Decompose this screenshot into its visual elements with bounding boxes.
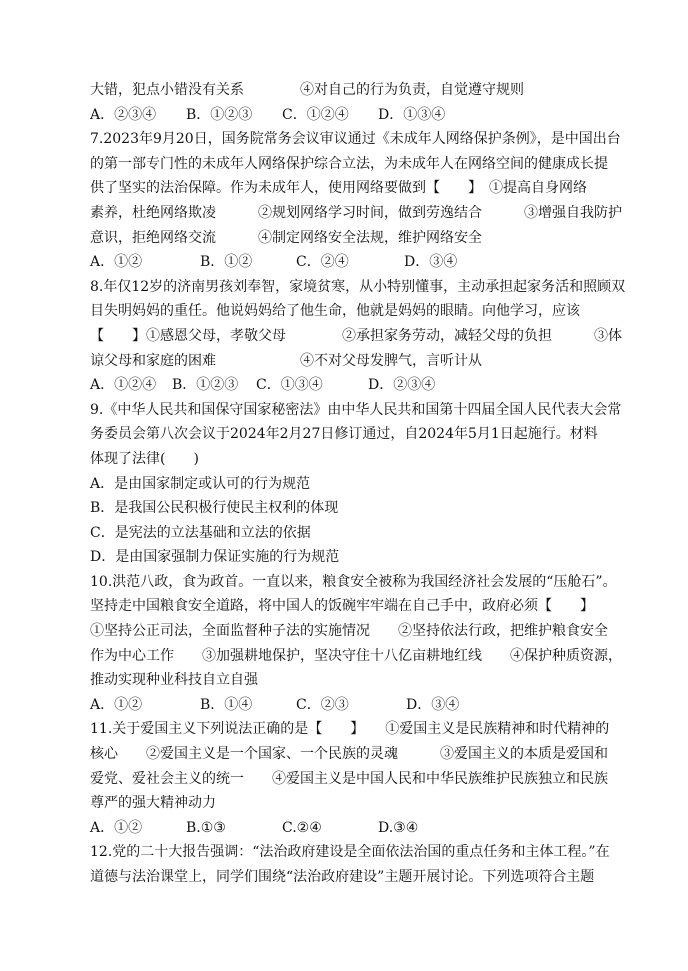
q7-option-d: D．③④ — [404, 254, 458, 271]
q10-option-d: D．③④ — [406, 696, 460, 713]
q10-option-b: B．①④ — [200, 696, 253, 713]
q12-line-1: 12.党的二十大报告强调：“法治政府建设是全面依法治国的重点任务和主体工程。”在 — [90, 844, 610, 861]
q8-line-2: 目失明妈妈的重任。他说妈妈给了他生命，他就是妈妈的眼睛。向他学习，应该 — [90, 303, 580, 320]
q11-options — [90, 816, 630, 841]
q11-line-1: 11.关于爱国主义下列说法正确的是【 】 ①爱国主义是民族精神和时代精神的 — [90, 721, 610, 738]
q6-options — [90, 103, 630, 128]
q10-option-c: C．②③ — [296, 696, 349, 713]
q9-line-2: 务委员会第八次会议于2024年2月27日修订通过，自2024年5月1日起施行。材料 — [90, 426, 598, 443]
q8-option-c: C．①③④ — [256, 377, 323, 394]
q9-choice-c: C．是宪法的立法基础和立法的依据 — [90, 524, 311, 541]
q7-line-5: 意识，拒绝网络交流 ④制定网络安全法规，维护网络安全 — [90, 229, 482, 246]
q8-options — [90, 373, 630, 398]
q11-line-2: 核心 ②爱国主义是一个国家、一个民族的灵魂 ③爱国主义的本质是爱国和 — [90, 746, 608, 763]
q11-option-d: D.③④ — [378, 819, 419, 836]
q10-line-2: 坚持走中国粮食安全道路，将中国人的饭碗牢牢端在自己手中，政府必须【 】 — [90, 598, 594, 615]
q11-option-c: C.②④ — [282, 819, 322, 836]
q7-line-1: 7.2023年9月20日，国务院常务会议审议通过《未成年人网络保护条例》，是中国出台 — [90, 131, 621, 148]
q9-choice-d: D．是由国家强制力保证实施的行为规范 — [90, 549, 340, 566]
q7-option-b: B．①② — [200, 254, 253, 271]
q6-option-a: A．②③④ — [90, 106, 157, 123]
q9-line-1: 9.《中华人民共和国保守国家秘密法》由中华人民共和国第十四届全国人民代表大会常 — [90, 401, 622, 418]
q10-line-3: ①坚持公正司法，全面监督种子法的实施情况 ②坚持依法行政，把维护粮食安全 — [90, 623, 608, 640]
q11-option-b: B.①③ — [186, 819, 226, 836]
q7-options — [90, 250, 630, 275]
q7-line-4: 素养，杜绝网络欺凌 ②规划网络学习时间，做到劳逸结合 ③增强自我防护 — [90, 204, 622, 221]
q10-line-1: 10.洪范八政，食为政首。一直以来，粮食安全被称为我国经济社会发展的“压舱石”。 — [90, 573, 617, 590]
q8-line-3: 【 】①感恩父母，孝敬父母 ②承担家务劳动，减轻父母的负担 ③体 — [90, 327, 622, 344]
q10-options — [90, 693, 630, 718]
q6-option-b: B．①②③ — [186, 106, 253, 123]
q9-choice-a: A．是由国家制定或认可的行为规范 — [90, 475, 311, 492]
q7-line-3: 供了坚实的法治保障。作为未成年人，使用网络要做到【 】 ①提高自身网络 — [90, 180, 587, 197]
q8-option-a: A．①②④ — [90, 377, 157, 394]
q10-line-4: 作为中心工作 ③加强耕地保护，坚决守住十八亿亩耕地红线 ④保护种质资源， — [90, 647, 622, 664]
q6-tail: 大错，犯点小错没有关系 ④对自己的行为负责，自觉遵守规则 — [90, 82, 524, 98]
q7-line-2: 的第一部专门性的未成年人网络保护综合立法，为未成年人在网络空间的健康成长提 — [90, 155, 608, 172]
q8-option-b: B．①②③ — [172, 377, 239, 394]
exam-page — [90, 78, 630, 890]
q8-line-1: 8.年仅12岁的济南男孩刘奉智，家境贫寒，从小特别懂事，主动承担起家务活和照顾双 — [90, 278, 626, 295]
q10-line-5: 推动实现种业科技自立自强 — [90, 672, 258, 689]
q7-option-c: C．②④ — [296, 254, 349, 271]
q6-option-d: D．①③④ — [378, 106, 446, 123]
q8-line-4: 谅父母和家庭的困难 ④不对父母发脾气，言听计从 — [90, 352, 482, 369]
q7-option-a: A．①② — [90, 254, 143, 271]
q8-option-d: D．②③④ — [368, 377, 436, 394]
q11-line-3: 爱党、爱社会主义的统一 ④爱国主义是中国人民和中华民族维护民族独立和民族 — [90, 770, 608, 787]
q11-option-a: A．①② — [90, 819, 143, 836]
q10-option-a: A．①② — [90, 696, 143, 713]
q11-line-4: 尊严的强大精神动力 — [90, 795, 216, 812]
q12-line-2: 道德与法治课堂上，同学们围绕“法治政府建设”主题开展讨论。下列选项符合主题 — [90, 869, 595, 885]
q9-line-3: 体现了法律( ) — [90, 450, 199, 467]
q6-option-c: C．①②④ — [282, 106, 349, 123]
q9-choice-b: B．是我国公民积极行使民主权利的体现 — [90, 500, 339, 517]
